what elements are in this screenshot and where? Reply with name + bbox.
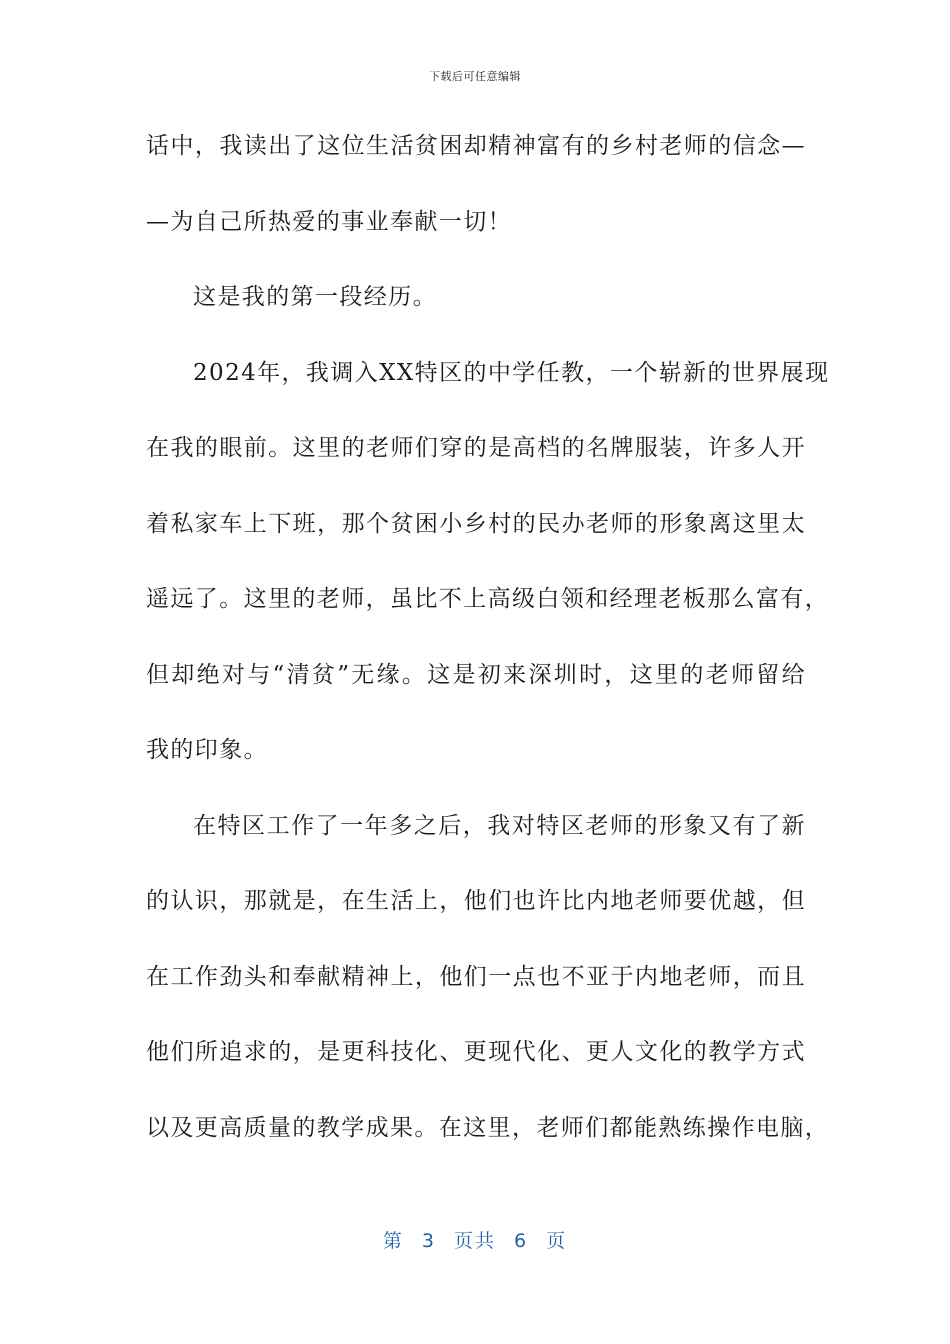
body-line: 在我的眼前。这里的老师们穿的是高档的名牌服装，许多人开 xyxy=(146,435,806,461)
body-line: —为自己所热爱的事业奉献一切！ xyxy=(146,208,512,235)
body-line: 的认识，那就是，在生活上，他们也许比内地老师要优越，但 xyxy=(146,888,806,914)
page-number-footer: 第 3 页共 6 页 xyxy=(382,1230,568,1252)
body-line: 话中，我读出了这位生活贫困却精神富有的乡村老师的信念— xyxy=(146,133,806,159)
body-line: 在特区工作了一年多之后，我对特区老师的形象又有了新 xyxy=(193,812,806,839)
body-line: 以及更高质量的教学成果。在这里，老师们都能熟练操作电脑， xyxy=(146,1114,830,1141)
page-header-note: 下载后可任意编辑 xyxy=(429,70,521,83)
body-line: 着私家车上下班，那个贫困小乡村的民办老师的形象离这里太 xyxy=(146,510,806,537)
document-body xyxy=(146,128,830,1185)
body-line: 2024年，我调入XX特区的中学任教，一个崭新的世界展现 xyxy=(193,359,830,386)
body-line: 我的印象。 xyxy=(146,737,268,763)
body-line: 在工作劲头和奉献精神上，他们一点也不亚于内地老师，而且 xyxy=(146,963,806,990)
body-line: 他们所追求的，是更科技化、更现代化、更人文化的教学方式 xyxy=(146,1039,806,1065)
body-line: 但却绝对与“清贫”无缘。这是初来深圳时，这里的老师留给 xyxy=(146,661,806,688)
body-line: 这是我的第一段经历。 xyxy=(193,284,437,310)
body-line: 遥远了。这里的老师，虽比不上高级白领和经理老板那么富有， xyxy=(146,586,830,612)
